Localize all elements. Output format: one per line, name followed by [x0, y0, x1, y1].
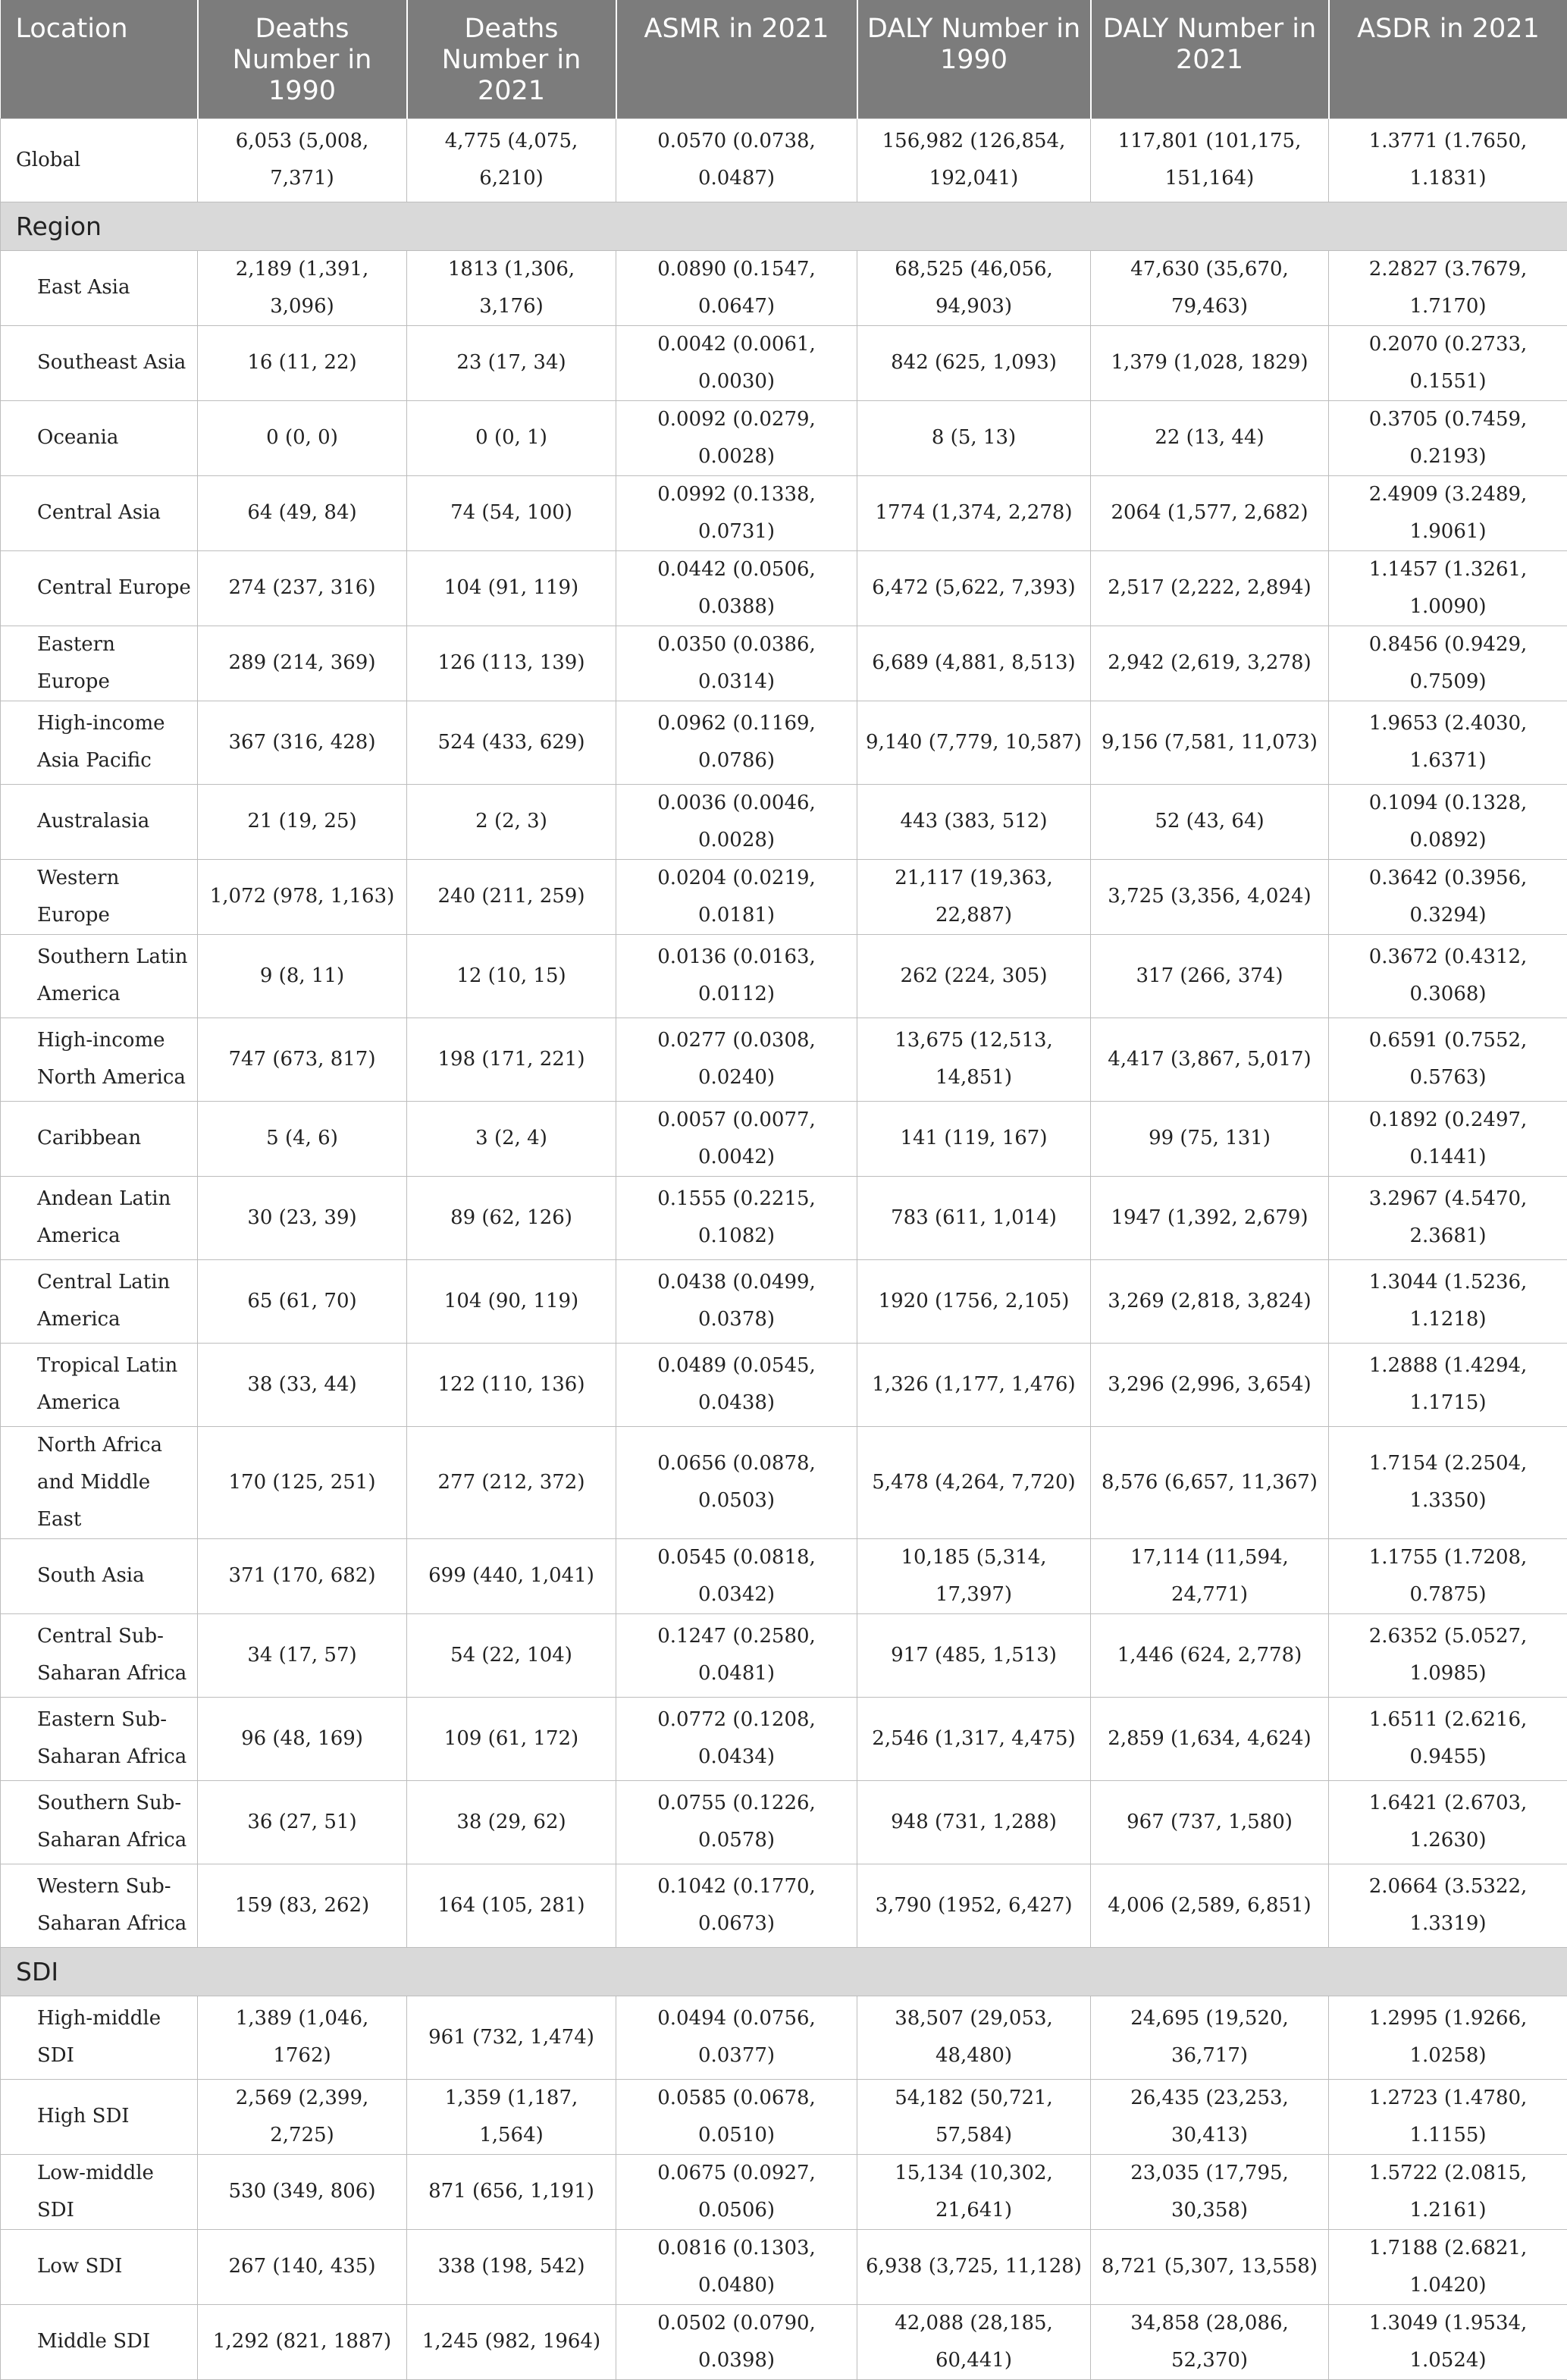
value-cell: 2064 (1,577, 2,682)	[1091, 475, 1329, 550]
value-cell: 4,417 (3,867, 5,017)	[1091, 1018, 1329, 1101]
value-cell: 3.2967 (4.5470, 2.3681)	[1329, 1176, 1567, 1259]
value-cell: 0.0675 (0.0927, 0.0506)	[616, 2154, 857, 2229]
value-cell: 0.0042 (0.0061, 0.0030)	[616, 325, 857, 400]
value-cell: 21,117 (19,363, 22,887)	[857, 859, 1091, 934]
value-cell: 23,035 (17,795, 30,358)	[1091, 2154, 1329, 2229]
value-cell: 0.2070 (0.2733, 0.1551)	[1329, 325, 1567, 400]
value-cell: 2,859 (1,634, 4,624)	[1091, 1697, 1329, 1780]
table-row	[1, 934, 1567, 1018]
value-cell: 1.3044 (1.5236, 1.1218)	[1329, 1259, 1567, 1343]
value-cell: 0.0438 (0.0499, 0.0378)	[616, 1259, 857, 1343]
value-cell: 289 (214, 369)	[198, 626, 407, 701]
value-cell: 54 (22, 104)	[407, 1613, 616, 1697]
table-row	[1, 1018, 1567, 1101]
value-cell: 0.1042 (0.1770, 0.0673)	[616, 1864, 857, 1947]
value-cell: 109 (61, 172)	[407, 1697, 616, 1780]
location-cell: Central Sub-Saharan Africa	[1, 1613, 198, 1697]
location-cell: Caribbean	[1, 1101, 198, 1176]
value-cell: 30 (23, 39)	[198, 1176, 407, 1259]
value-cell: 4,775 (4,075, 6,210)	[407, 118, 616, 202]
table-row	[1, 1343, 1567, 1426]
value-cell: 1947 (1,392, 2,679)	[1091, 1176, 1329, 1259]
value-cell: 0.0890 (0.1547, 0.0647)	[616, 250, 857, 325]
value-cell: 2.4909 (3.2489, 1.9061)	[1329, 475, 1567, 550]
value-cell: 443 (383, 512)	[857, 784, 1091, 859]
value-cell: 5 (4, 6)	[198, 1101, 407, 1176]
value-cell: 159 (83, 262)	[198, 1864, 407, 1947]
value-cell: 38 (29, 62)	[407, 1780, 616, 1864]
location-cell: High-income Asia Pacific	[1, 701, 198, 784]
location-cell: East Asia	[1, 250, 198, 325]
section-title: SDI	[1, 1947, 1567, 1996]
value-cell: 0.1247 (0.2580, 0.0481)	[616, 1613, 857, 1697]
value-cell: 23 (17, 34)	[407, 325, 616, 400]
location-cell: High SDI	[1, 2079, 198, 2154]
value-cell: 36 (27, 51)	[198, 1780, 407, 1864]
location-cell: Low SDI	[1, 2229, 198, 2304]
value-cell: 1.1755 (1.7208, 0.7875)	[1329, 1538, 1567, 1613]
table-row	[1, 784, 1567, 859]
value-cell: 367 (316, 428)	[198, 701, 407, 784]
location-cell: Southern Sub-Saharan Africa	[1, 1780, 198, 1864]
value-cell: 141 (119, 167)	[857, 1101, 1091, 1176]
location-cell: Global	[1, 118, 198, 202]
value-cell: 74 (54, 100)	[407, 475, 616, 550]
header-deaths-2021: Deaths Number in 2021	[407, 0, 616, 118]
table-row	[1, 1426, 1567, 1538]
value-cell: 2,517 (2,222, 2,894)	[1091, 550, 1329, 626]
value-cell: 524 (433, 629)	[407, 701, 616, 784]
location-cell: Australasia	[1, 784, 198, 859]
value-cell: 1,359 (1,187, 1,564)	[407, 2079, 616, 2154]
value-cell: 0.0057 (0.0077, 0.0042)	[616, 1101, 857, 1176]
value-cell: 10,185 (5,314, 17,397)	[857, 1538, 1091, 1613]
value-cell: 0.0816 (0.1303, 0.0480)	[616, 2229, 857, 2304]
value-cell: 0.0585 (0.0678, 0.0510)	[616, 2079, 857, 2154]
value-cell: 0.6591 (0.7552, 0.5763)	[1329, 1018, 1567, 1101]
value-cell: 3,296 (2,996, 3,654)	[1091, 1343, 1329, 1426]
value-cell: 2,942 (2,619, 3,278)	[1091, 626, 1329, 701]
value-cell: 0.3705 (0.7459, 0.2193)	[1329, 400, 1567, 475]
value-cell: 699 (440, 1,041)	[407, 1538, 616, 1613]
value-cell: 3,269 (2,818, 3,824)	[1091, 1259, 1329, 1343]
value-cell: 240 (211, 259)	[407, 859, 616, 934]
value-cell: 3,725 (3,356, 4,024)	[1091, 859, 1329, 934]
value-cell: 0.0489 (0.0545, 0.0438)	[616, 1343, 857, 1426]
table-body	[1, 118, 1567, 2379]
value-cell: 34,858 (28,086, 52,370)	[1091, 2304, 1329, 2379]
value-cell: 8 (5, 13)	[857, 400, 1091, 475]
table-row	[1, 1259, 1567, 1343]
value-cell: 0 (0, 0)	[198, 400, 407, 475]
value-cell: 1920 (1756, 2,105)	[857, 1259, 1091, 1343]
value-cell: 42,088 (28,185, 60,441)	[857, 2304, 1091, 2379]
location-cell: Low-middle SDI	[1, 2154, 198, 2229]
value-cell: 22 (13, 44)	[1091, 400, 1329, 475]
value-cell: 338 (198, 542)	[407, 2229, 616, 2304]
value-cell: 47,630 (35,670, 79,463)	[1091, 250, 1329, 325]
value-cell: 1,379 (1,028, 1829)	[1091, 325, 1329, 400]
value-cell: 0.1892 (0.2497, 0.1441)	[1329, 1101, 1567, 1176]
location-cell: Eastern Europe	[1, 626, 198, 701]
value-cell: 104 (91, 119)	[407, 550, 616, 626]
value-cell: 104 (90, 119)	[407, 1259, 616, 1343]
header-daly-2021: DALY Number in 2021	[1091, 0, 1329, 118]
table-row	[1, 250, 1567, 325]
value-cell: 1.3771 (1.7650, 1.1831)	[1329, 118, 1567, 202]
value-cell: 126 (113, 139)	[407, 626, 616, 701]
value-cell: 0.0136 (0.0163, 0.0112)	[616, 934, 857, 1018]
table-row	[1, 550, 1567, 626]
value-cell: 6,472 (5,622, 7,393)	[857, 550, 1091, 626]
value-cell: 0.0442 (0.0506, 0.0388)	[616, 550, 857, 626]
location-cell: Western Europe	[1, 859, 198, 934]
value-cell: 4,006 (2,589, 6,851)	[1091, 1864, 1329, 1947]
value-cell: 1813 (1,306, 3,176)	[407, 250, 616, 325]
value-cell: 747 (673, 817)	[198, 1018, 407, 1101]
value-cell: 170 (125, 251)	[198, 1426, 407, 1538]
location-cell: High-income North America	[1, 1018, 198, 1101]
table-row	[1, 1996, 1567, 2079]
value-cell: 1.6511 (2.6216, 0.9455)	[1329, 1697, 1567, 1780]
value-cell: 1,326 (1,177, 1,476)	[857, 1343, 1091, 1426]
value-cell: 2 (2, 3)	[407, 784, 616, 859]
header-daly-1990: DALY Number in 1990	[857, 0, 1091, 118]
value-cell: 21 (19, 25)	[198, 784, 407, 859]
location-cell: Western Sub-Saharan Africa	[1, 1864, 198, 1947]
table-row	[1, 1538, 1567, 1613]
value-cell: 0.0350 (0.0386, 0.0314)	[616, 626, 857, 701]
location-cell: Central Europe	[1, 550, 198, 626]
table-row	[1, 626, 1567, 701]
value-cell: 967 (737, 1,580)	[1091, 1780, 1329, 1864]
location-cell: North Africa and Middle East	[1, 1426, 198, 1538]
value-cell: 12 (10, 15)	[407, 934, 616, 1018]
section-row-region	[1, 202, 1567, 250]
value-cell: 1.9653 (2.4030, 1.6371)	[1329, 701, 1567, 784]
table-row	[1, 859, 1567, 934]
value-cell: 2,546 (1,317, 4,475)	[857, 1697, 1091, 1780]
table-row	[1, 2304, 1567, 2379]
value-cell: 1.7188 (2.6821, 1.0420)	[1329, 2229, 1567, 2304]
value-cell: 2.2827 (3.7679, 1.7170)	[1329, 250, 1567, 325]
value-cell: 1.3049 (1.9534, 1.0524)	[1329, 2304, 1567, 2379]
header-asmr-2021: ASMR in 2021	[616, 0, 857, 118]
value-cell: 1.6421 (2.6703, 1.2630)	[1329, 1780, 1567, 1864]
location-cell: High-middle SDI	[1, 1996, 198, 2079]
table-row	[1, 1697, 1567, 1780]
table-row	[1, 2229, 1567, 2304]
header-deaths-1990: Deaths Number in 1990	[198, 0, 407, 118]
header-asdr-2021: ASDR in 2021	[1329, 0, 1567, 118]
value-cell: 317 (266, 374)	[1091, 934, 1329, 1018]
location-cell: Southern Latin America	[1, 934, 198, 1018]
table-row	[1, 701, 1567, 784]
value-cell: 0.0036 (0.0046, 0.0028)	[616, 784, 857, 859]
value-cell: 277 (212, 372)	[407, 1426, 616, 1538]
value-cell: 52 (43, 64)	[1091, 784, 1329, 859]
value-cell: 530 (349, 806)	[198, 2154, 407, 2229]
value-cell: 948 (731, 1,288)	[857, 1780, 1091, 1864]
value-cell: 96 (48, 169)	[198, 1697, 407, 1780]
value-cell: 1,072 (978, 1,163)	[198, 859, 407, 934]
table-row	[1, 1613, 1567, 1697]
value-cell: 26,435 (23,253, 30,413)	[1091, 2079, 1329, 2154]
value-cell: 0.0502 (0.0790, 0.0398)	[616, 2304, 857, 2379]
value-cell: 17,114 (11,594, 24,771)	[1091, 1538, 1329, 1613]
value-cell: 0.0277 (0.0308, 0.0240)	[616, 1018, 857, 1101]
table-row	[1, 1780, 1567, 1864]
value-cell: 1,389 (1,046, 1762)	[198, 1996, 407, 2079]
value-cell: 1.2888 (1.4294, 1.1715)	[1329, 1343, 1567, 1426]
value-cell: 9,140 (7,779, 10,587)	[857, 701, 1091, 784]
value-cell: 0.0570 (0.0738, 0.0487)	[616, 118, 857, 202]
value-cell: 0.3642 (0.3956, 0.3294)	[1329, 859, 1567, 934]
value-cell: 99 (75, 131)	[1091, 1101, 1329, 1176]
value-cell: 122 (110, 136)	[407, 1343, 616, 1426]
value-cell: 15,134 (10,302, 21,641)	[857, 2154, 1091, 2229]
value-cell: 0.0962 (0.1169, 0.0786)	[616, 701, 857, 784]
value-cell: 961 (732, 1,474)	[407, 1996, 616, 2079]
value-cell: 0.0772 (0.1208, 0.0434)	[616, 1697, 857, 1780]
value-cell: 1.2995 (1.9266, 1.0258)	[1329, 1996, 1567, 2079]
location-cell: Tropical Latin America	[1, 1343, 198, 1426]
value-cell: 1,446 (624, 2,778)	[1091, 1613, 1329, 1697]
value-cell: 16 (11, 22)	[198, 325, 407, 400]
value-cell: 0 (0, 1)	[407, 400, 616, 475]
value-cell: 1.1457 (1.3261, 1.0090)	[1329, 550, 1567, 626]
value-cell: 6,689 (4,881, 8,513)	[857, 626, 1091, 701]
value-cell: 2.0664 (3.5322, 1.3319)	[1329, 1864, 1567, 1947]
value-cell: 5,478 (4,264, 7,720)	[857, 1426, 1091, 1538]
value-cell: 2.6352 (5.0527, 1.0985)	[1329, 1613, 1567, 1697]
value-cell: 0.0755 (0.1226, 0.0578)	[616, 1780, 857, 1864]
value-cell: 0.0494 (0.0756, 0.0377)	[616, 1996, 857, 2079]
value-cell: 3,790 (1952, 6,427)	[857, 1864, 1091, 1947]
value-cell: 164 (105, 281)	[407, 1864, 616, 1947]
value-cell: 24,695 (19,520, 36,717)	[1091, 1996, 1329, 2079]
section-row-sdi	[1, 1947, 1567, 1996]
value-cell: 64 (49, 84)	[198, 475, 407, 550]
location-cell: Southeast Asia	[1, 325, 198, 400]
table-row	[1, 1864, 1567, 1947]
value-cell: 65 (61, 70)	[198, 1259, 407, 1343]
value-cell: 842 (625, 1,093)	[857, 325, 1091, 400]
value-cell: 156,982 (126,854, 192,041)	[857, 118, 1091, 202]
value-cell: 0.8456 (0.9429, 0.7509)	[1329, 626, 1567, 701]
value-cell: 371 (170, 682)	[198, 1538, 407, 1613]
location-cell: Andean Latin America	[1, 1176, 198, 1259]
location-cell: Central Latin America	[1, 1259, 198, 1343]
section-title: Region	[1, 202, 1567, 250]
table-row	[1, 325, 1567, 400]
table-row	[1, 1176, 1567, 1259]
location-cell: South Asia	[1, 1538, 198, 1613]
table-row	[1, 400, 1567, 475]
value-cell: 0.3672 (0.4312, 0.3068)	[1329, 934, 1567, 1018]
value-cell: 3 (2, 4)	[407, 1101, 616, 1176]
table-row	[1, 1101, 1567, 1176]
value-cell: 6,938 (3,725, 11,128)	[857, 2229, 1091, 2304]
value-cell: 9,156 (7,581, 11,073)	[1091, 701, 1329, 784]
value-cell: 0.0092 (0.0279, 0.0028)	[616, 400, 857, 475]
value-cell: 0.1094 (0.1328, 0.0892)	[1329, 784, 1567, 859]
value-cell: 917 (485, 1,513)	[857, 1613, 1091, 1697]
value-cell: 2,569 (2,399, 2,725)	[198, 2079, 407, 2154]
table-row	[1, 2154, 1567, 2229]
location-cell: Oceania	[1, 400, 198, 475]
value-cell: 262 (224, 305)	[857, 934, 1091, 1018]
value-cell: 13,675 (12,513, 14,851)	[857, 1018, 1091, 1101]
value-cell: 38 (33, 44)	[198, 1343, 407, 1426]
value-cell: 1.5722 (2.0815, 1.2161)	[1329, 2154, 1567, 2229]
value-cell: 1,292 (821, 1887)	[198, 2304, 407, 2379]
table-row	[1, 475, 1567, 550]
value-cell: 0.0545 (0.0818, 0.0342)	[616, 1538, 857, 1613]
location-cell: Eastern Sub-Saharan Africa	[1, 1697, 198, 1780]
value-cell: 0.0992 (0.1338, 0.0731)	[616, 475, 857, 550]
table-header	[1, 0, 1567, 118]
value-cell: 0.0204 (0.0219, 0.0181)	[616, 859, 857, 934]
value-cell: 871 (656, 1,191)	[407, 2154, 616, 2229]
value-cell: 54,182 (50,721, 57,584)	[857, 2079, 1091, 2154]
value-cell: 198 (171, 221)	[407, 1018, 616, 1101]
value-cell: 1774 (1,374, 2,278)	[857, 475, 1091, 550]
value-cell: 68,525 (46,056, 94,903)	[857, 250, 1091, 325]
value-cell: 8,576 (6,657, 11,367)	[1091, 1426, 1329, 1538]
value-cell: 274 (237, 316)	[198, 550, 407, 626]
value-cell: 38,507 (29,053, 48,480)	[857, 1996, 1091, 2079]
value-cell: 267 (140, 435)	[198, 2229, 407, 2304]
value-cell: 117,801 (101,175, 151,164)	[1091, 118, 1329, 202]
value-cell: 1.7154 (2.2504, 1.3350)	[1329, 1426, 1567, 1538]
table-row	[1, 2079, 1567, 2154]
value-cell: 783 (611, 1,014)	[857, 1176, 1091, 1259]
value-cell: 34 (17, 57)	[198, 1613, 407, 1697]
value-cell: 0.0656 (0.0878, 0.0503)	[616, 1426, 857, 1538]
value-cell: 0.1555 (0.2215, 0.1082)	[616, 1176, 857, 1259]
value-cell: 1,245 (982, 1964)	[407, 2304, 616, 2379]
table-row-global	[1, 118, 1567, 202]
value-cell: 2,189 (1,391, 3,096)	[198, 250, 407, 325]
value-cell: 6,053 (5,008, 7,371)	[198, 118, 407, 202]
value-cell: 8,721 (5,307, 13,558)	[1091, 2229, 1329, 2304]
header-location: Location	[1, 0, 198, 118]
location-cell: Central Asia	[1, 475, 198, 550]
value-cell: 1.2723 (1.4780, 1.1155)	[1329, 2079, 1567, 2154]
value-cell: 89 (62, 126)	[407, 1176, 616, 1259]
value-cell: 9 (8, 11)	[198, 934, 407, 1018]
location-cell: Middle SDI	[1, 2304, 198, 2379]
